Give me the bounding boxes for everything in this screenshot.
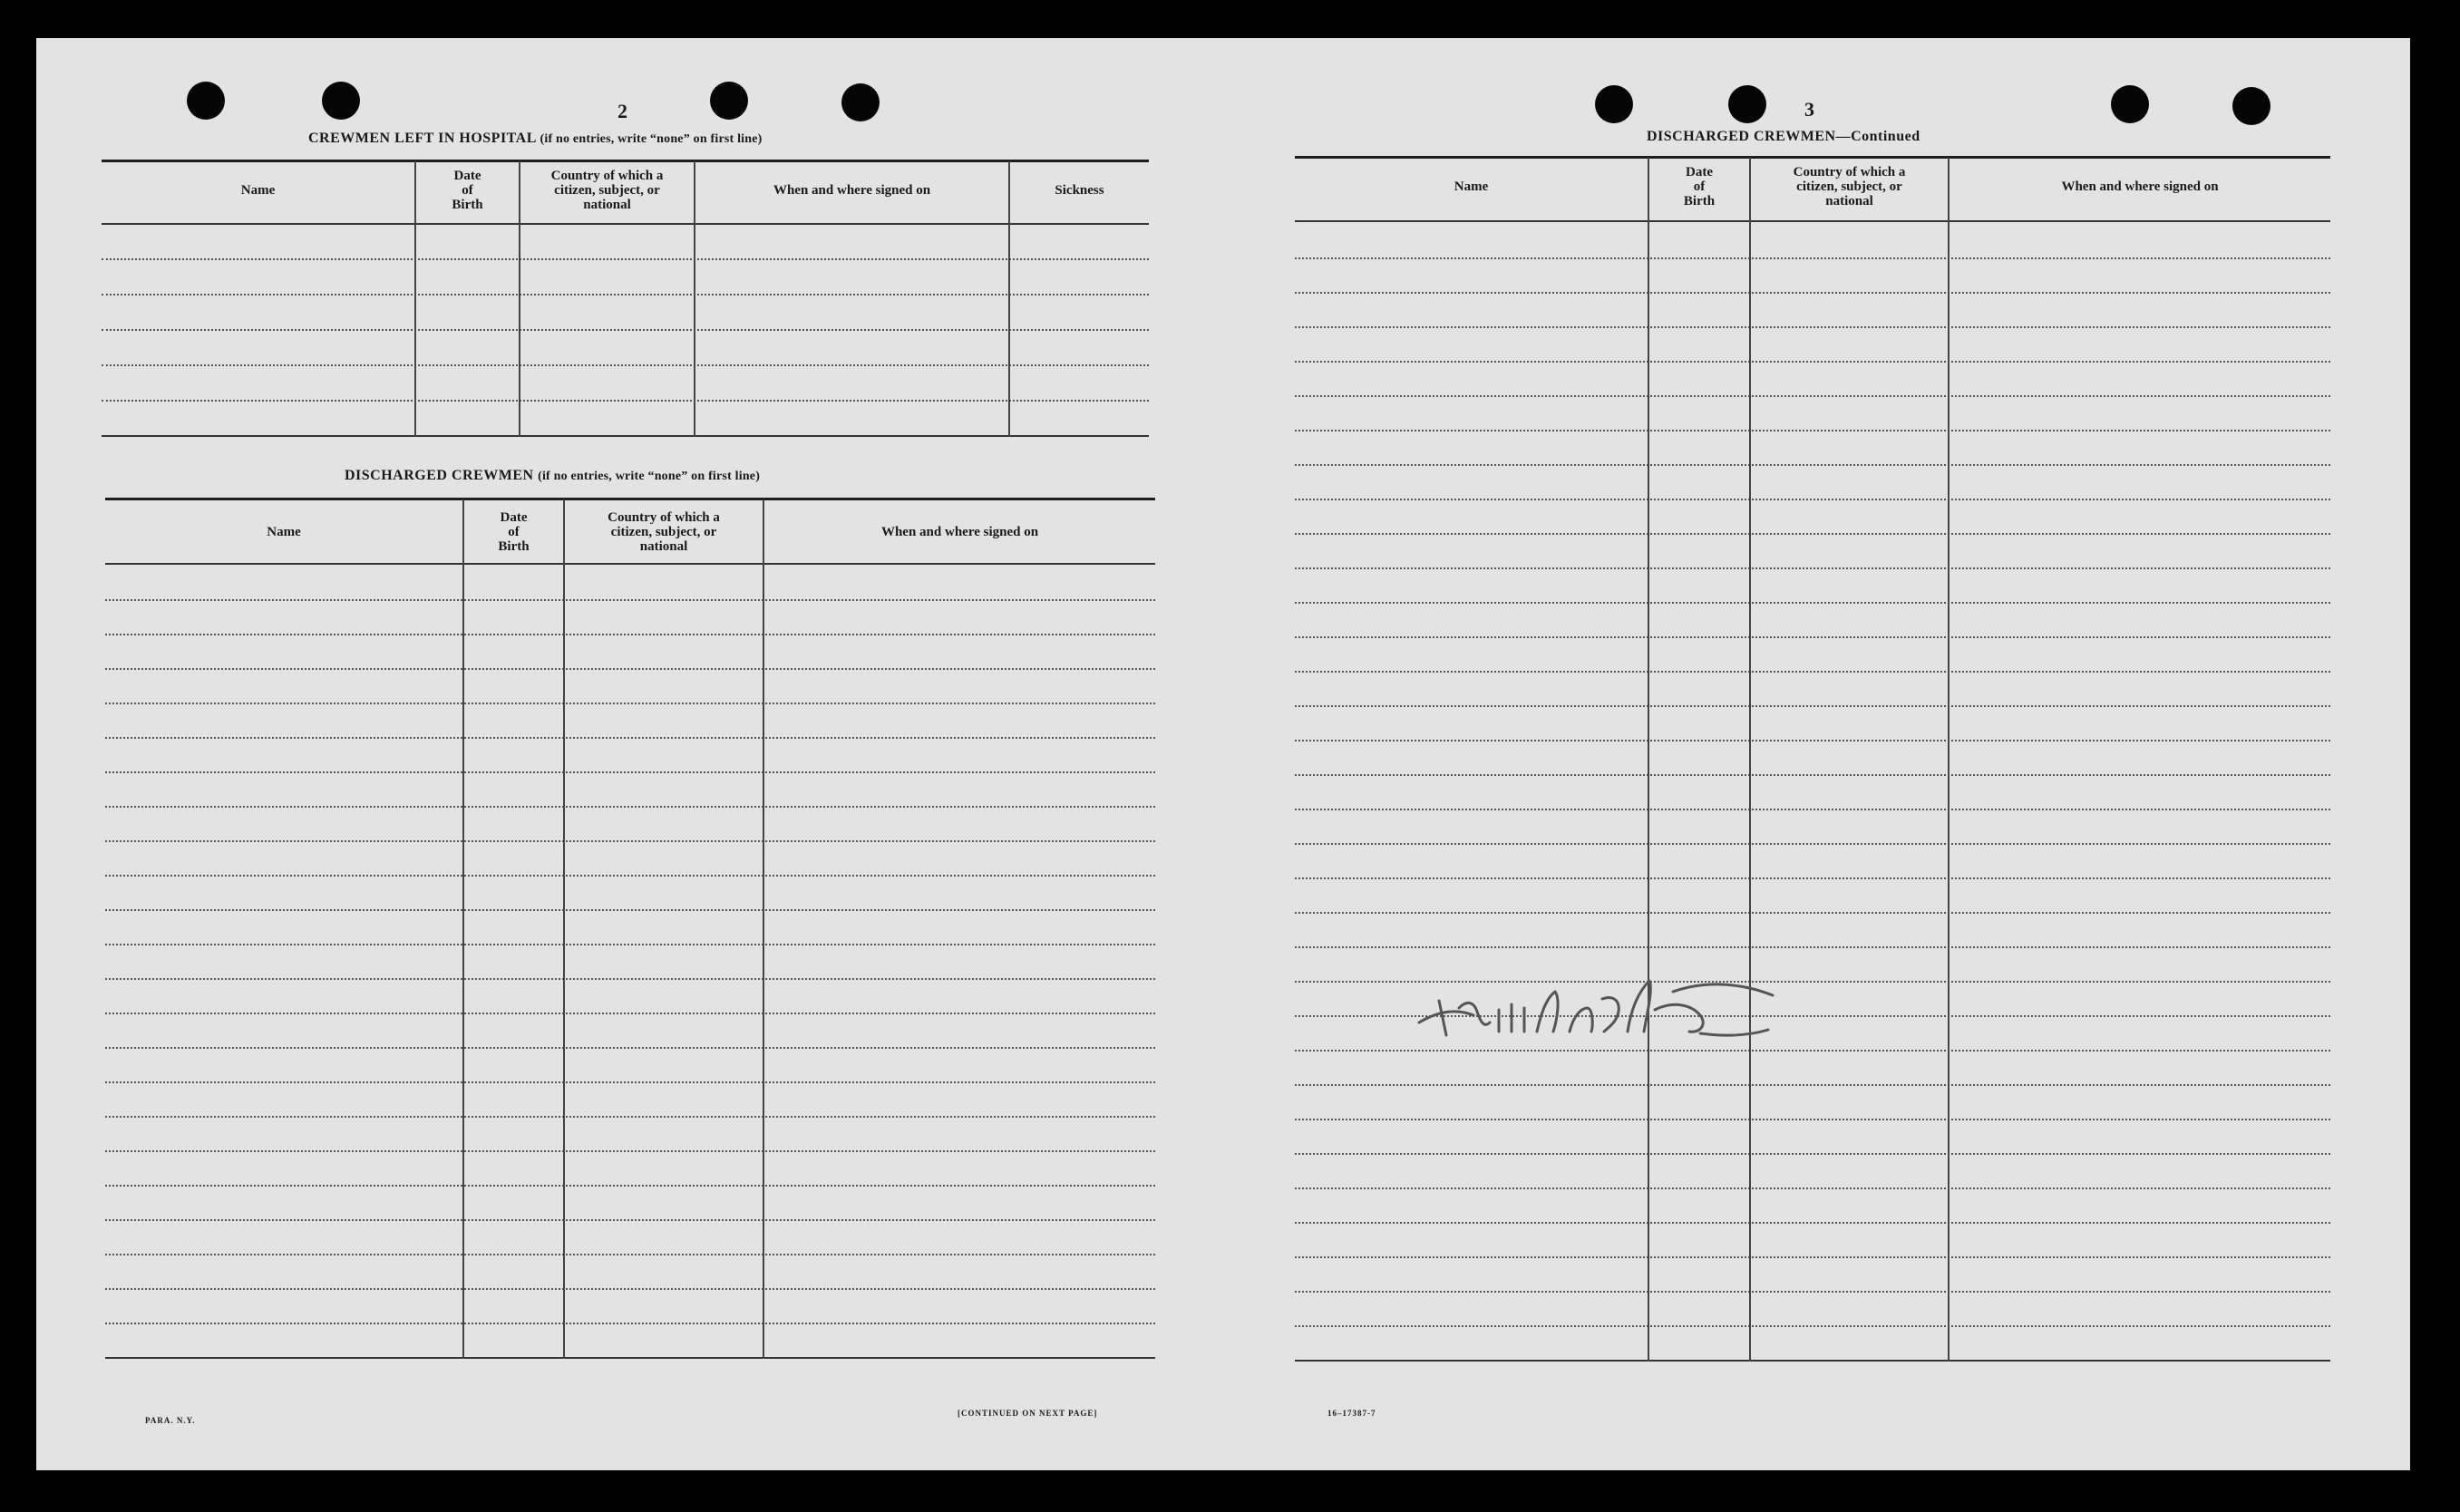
table-row bbox=[105, 737, 1155, 739]
punch-hole bbox=[1595, 85, 1633, 123]
table-row bbox=[1295, 1291, 2330, 1293]
table-row bbox=[1295, 809, 2330, 810]
punch-hole bbox=[322, 82, 360, 120]
table-row bbox=[1295, 877, 2330, 879]
hospital-title bbox=[308, 131, 763, 147]
discharged-title-text: DISCHARGED CREWMEN bbox=[345, 468, 534, 483]
table-row bbox=[105, 1047, 1155, 1049]
table-row bbox=[102, 329, 1149, 331]
table-row bbox=[1295, 533, 2330, 535]
discharged-title bbox=[345, 468, 760, 484]
page-number-left: 2 bbox=[617, 100, 627, 122]
table-row bbox=[1295, 636, 2330, 638]
column-header-signed-on: When and where signed on bbox=[773, 183, 931, 198]
table-bottom-rule bbox=[1295, 1360, 2330, 1362]
table-row bbox=[1295, 671, 2330, 673]
hospital-table bbox=[102, 160, 1149, 444]
table-row bbox=[105, 875, 1155, 877]
table-header-rule bbox=[102, 223, 1149, 225]
table-row bbox=[105, 944, 1155, 945]
column-divider bbox=[563, 499, 565, 1359]
table-row bbox=[1295, 567, 2330, 569]
table-row bbox=[1295, 602, 2330, 604]
punch-hole bbox=[1728, 85, 1766, 123]
table-row bbox=[105, 771, 1155, 773]
page-number-right: 3 bbox=[1804, 98, 1814, 121]
column-header-signed-on: When and where signed on bbox=[2061, 179, 2219, 194]
table-row bbox=[105, 599, 1155, 601]
table-row bbox=[102, 400, 1149, 402]
punch-hole bbox=[2232, 87, 2270, 125]
column-header-country: Country of which a citizen, subject, or national bbox=[608, 510, 720, 554]
table-row bbox=[1295, 326, 2330, 328]
table-row bbox=[105, 840, 1155, 842]
table-row bbox=[105, 1013, 1155, 1014]
table-row bbox=[1295, 464, 2330, 466]
column-divider bbox=[763, 499, 764, 1359]
column-divider bbox=[1948, 158, 1950, 1362]
column-header-name: Name bbox=[267, 525, 301, 539]
table-row bbox=[1295, 740, 2330, 741]
table-row bbox=[105, 1254, 1155, 1255]
table-row bbox=[1295, 292, 2330, 294]
discharged-subtitle: (if no entries, write “none” on first line) bbox=[538, 470, 761, 483]
column-divider bbox=[694, 161, 695, 437]
column-divider bbox=[1749, 158, 1751, 1362]
discharged-table-right bbox=[1295, 156, 2330, 1407]
table-row bbox=[105, 1288, 1155, 1290]
hospital-title-text: CREWMEN LEFT IN HOSPITAL bbox=[308, 131, 537, 146]
punch-hole bbox=[2111, 85, 2149, 123]
table-row bbox=[102, 258, 1149, 260]
table-row bbox=[105, 806, 1155, 808]
table-row bbox=[1295, 361, 2330, 363]
bleed-through-signature bbox=[1401, 945, 1809, 1062]
table-row bbox=[102, 364, 1149, 366]
column-header-country: Country of which a citizen, subject, or national bbox=[550, 169, 664, 212]
document-sheet bbox=[36, 38, 2410, 1470]
discharged-table-left bbox=[105, 498, 1155, 1404]
table-row bbox=[1295, 1325, 2330, 1327]
table-top-rule bbox=[102, 160, 1149, 162]
table-row bbox=[105, 1081, 1155, 1083]
table-row bbox=[1295, 705, 2330, 707]
table-bottom-rule bbox=[102, 435, 1149, 437]
column-header-name: Name bbox=[240, 183, 276, 198]
discharged-continued-title: DISCHARGED CREWMEN—Continued bbox=[1647, 129, 1920, 144]
table-row bbox=[105, 634, 1155, 635]
table-header-rule bbox=[1295, 220, 2330, 222]
table-row bbox=[105, 1219, 1155, 1221]
column-header-date-of-birth: Date of Birth bbox=[1683, 165, 1716, 208]
punch-hole bbox=[841, 83, 880, 121]
punch-hole bbox=[710, 82, 748, 120]
table-row bbox=[1295, 499, 2330, 500]
table-row bbox=[105, 978, 1155, 980]
table-row bbox=[1295, 257, 2330, 259]
column-header-signed-on: When and where signed on bbox=[880, 525, 1039, 539]
table-row bbox=[105, 668, 1155, 670]
footer-printer-mark: PARA. N.Y. bbox=[145, 1416, 196, 1425]
table-row bbox=[105, 1116, 1155, 1118]
table-row bbox=[1295, 430, 2330, 431]
punch-hole bbox=[187, 82, 225, 120]
column-header-sickness: Sickness bbox=[1055, 183, 1104, 198]
table-row bbox=[1295, 912, 2330, 914]
table-row bbox=[105, 1323, 1155, 1324]
table-row bbox=[105, 909, 1155, 911]
column-divider bbox=[462, 499, 464, 1359]
column-header-date-of-birth: Date of Birth bbox=[452, 169, 483, 212]
table-row bbox=[1295, 395, 2330, 397]
table-bottom-rule bbox=[105, 1357, 1155, 1359]
table-row bbox=[1295, 1187, 2330, 1189]
table-row bbox=[105, 1150, 1155, 1152]
table-row bbox=[1295, 774, 2330, 776]
footer-form-number: 16–17387-7 bbox=[1327, 1409, 1376, 1418]
table-row bbox=[105, 1185, 1155, 1187]
table-row bbox=[1295, 843, 2330, 845]
table-row bbox=[1295, 1084, 2330, 1086]
table-top-rule bbox=[105, 498, 1155, 500]
table-header-rule bbox=[105, 563, 1155, 565]
table-row bbox=[1295, 1256, 2330, 1258]
table-row bbox=[1295, 1153, 2330, 1155]
table-row bbox=[102, 294, 1149, 296]
column-header-country: Country of which a citizen, subject, or national bbox=[1793, 165, 1906, 208]
table-row bbox=[1295, 1222, 2330, 1224]
footer-continued: [CONTINUED ON NEXT PAGE] bbox=[958, 1409, 1098, 1418]
table-row bbox=[1295, 1119, 2330, 1120]
column-divider bbox=[1008, 161, 1010, 437]
table-top-rule bbox=[1295, 156, 2330, 159]
column-divider bbox=[1648, 158, 1649, 1362]
table-row bbox=[105, 703, 1155, 704]
column-header-date-of-birth: Date of Birth bbox=[498, 510, 530, 554]
column-header-name: Name bbox=[1454, 179, 1489, 194]
hospital-subtitle: (if no entries, write “none” on first line) bbox=[540, 132, 763, 146]
